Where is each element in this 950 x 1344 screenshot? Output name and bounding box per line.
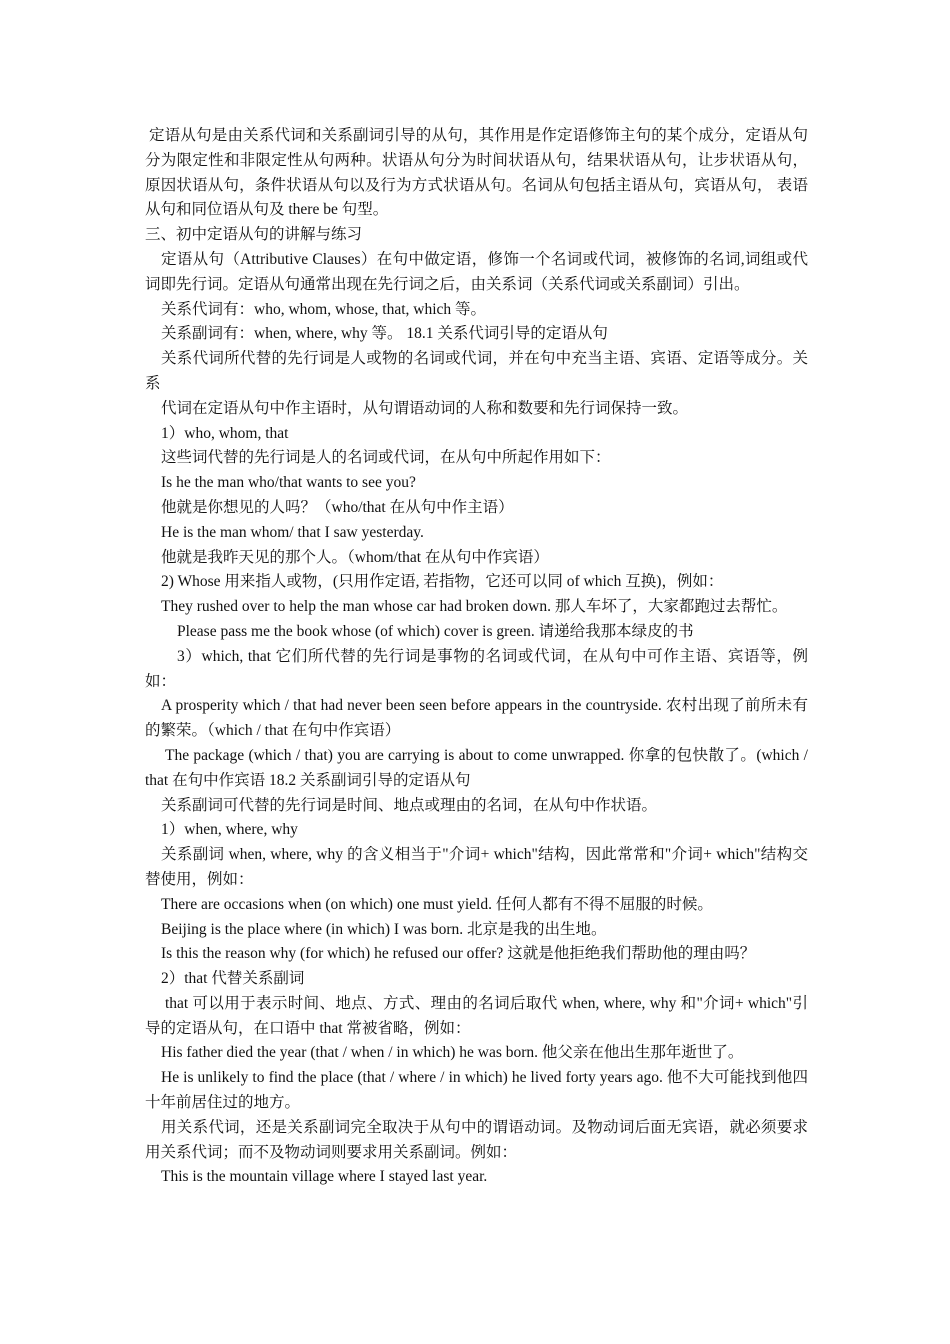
subheading: 1）who, whom, that <box>161 424 289 442</box>
example-sentence: Beijing is the place where (in which) I was born. 北京是我的出生地。 <box>161 920 607 938</box>
example-sentence: His father died the year (that / when / in which) he was born. 他父亲在他出生那年逝世了。 <box>161 1044 744 1062</box>
subheading: 2）that 代替关系副词 <box>161 970 305 988</box>
paragraph: 关系副词有：when, where, why 等。 18.1 关系代词引导的定语从句 <box>161 325 608 343</box>
example-sentence: Please pass me the book whose (of which) cover is green. 请递给我那本绿皮的书 <box>177 622 694 640</box>
example-sentence: There are occasions when (on which) one must yield. 任何人都有不得不屈服的时候。 <box>161 895 713 913</box>
paragraph: 用关系代词，还是关系副词完全取决于从句中的谓语动词。及物动词后面无宾语，就必须要求用关系代词；而不及物动词则要求用关系副词。例如： <box>145 1118 808 1161</box>
document-page <box>145 124 808 1190</box>
subheading: 1）when, where, why <box>161 821 298 839</box>
paragraph: 代词在定语从句中作主语时，从句谓语动词的人称和数要和先行词保持一致。 <box>161 399 689 417</box>
example-translation: 他就是你想见的人吗？（who/that 在从句中作主语） <box>161 498 514 516</box>
paragraph: 关系代词所代替的先行词是人或物的名词或代词，并在句中充当主语、宾语、定语等成分。关系 <box>145 350 808 392</box>
subheading: 3）which, that 它们所代替的先行词是事物的名词或代词，在从句中可作主语、宾语等，例如： <box>145 647 808 690</box>
paragraph: 关系副词 when, where, why 的含义相当于"介词+ which"结构，因此常常和"介词+ which"结构交替使用，例如： <box>145 846 808 888</box>
paragraph: that 可以用于表示时间、地点、方式、理由的名词后取代 when, where, why 和"介词+ which"引导的定语从句，在口语中 that 常被省略，例如： <box>145 994 808 1037</box>
example-sentence: He is the man whom/ that I saw yesterday. <box>161 523 424 541</box>
example-sentence: The package (which / that) you are carrying is about to come unwrapped. 你拿的包快散了。(which / that 在句中作宾语 18.2 关系副词引导的定语从句 <box>145 746 808 789</box>
section-heading: 三、初中定语从句的讲解与练习 <box>145 226 363 244</box>
subheading: 2) Whose 用来指人或物，(只用作定语, 若指物，它还可以同 of which 互换)，例如： <box>161 573 724 591</box>
example-sentence: This is the mountain village where I stayed last year. <box>161 1168 488 1186</box>
example-sentence: A prosperity which / that had never been seen before appears in the countryside. 农村出现了前所未有的繁荣。（which / that 在句中作宾语） <box>145 697 808 740</box>
example-translation: 他就是我昨天见的那个人。（whom/that 在从句中作宾语） <box>161 548 549 566</box>
example-sentence: He is unlikely to find the place (that / where / in which) he lived forty years ago. 他不大可能找到他四十年前居住过的地方。 <box>145 1069 808 1112</box>
paragraph-intro: 定语从句是由关系代词和关系副词引导的从句，其作用是作定语修饰主句的某个成分，定语从句分为限定性和非限定性从句两种。状语从句分为时间状语从句，结果状语从句，让步状语从句，原因状语从句，条件状语从句以及行为方式状语从句。名词从句包括主语从句，宾语从句， 表语从句和同位语从句及 there be 句型。 <box>145 127 808 219</box>
example-sentence: They rushed over to help the man whose car had broken down. 那人车坏了，大家都跑过去帮忙。 <box>161 598 788 616</box>
paragraph: 关系副词可代替的先行词是时间、地点或理由的名词，在从句中作状语。 <box>161 796 658 814</box>
example-sentence: Is this the reason why (for which) he refused our offer? 这就是他拒绝我们帮助他的理由吗？ <box>161 945 756 963</box>
paragraph: 这些词代替的先行词是人的名词或代词，在从句中所起作用如下： <box>161 449 611 467</box>
paragraph: 定语从句（Attributive Clauses）在句中做定语，修饰一个名词或代词，被修饰的名词,词组或代词即先行词。定语从句通常出现在先行词之后，由关系词（关系代词或关系副词）引出。 <box>145 250 808 293</box>
example-sentence: Is he the man who/that wants to see you? <box>161 474 416 492</box>
paragraph: 关系代词有：who, whom, whose, that, which 等。 <box>161 300 487 318</box>
